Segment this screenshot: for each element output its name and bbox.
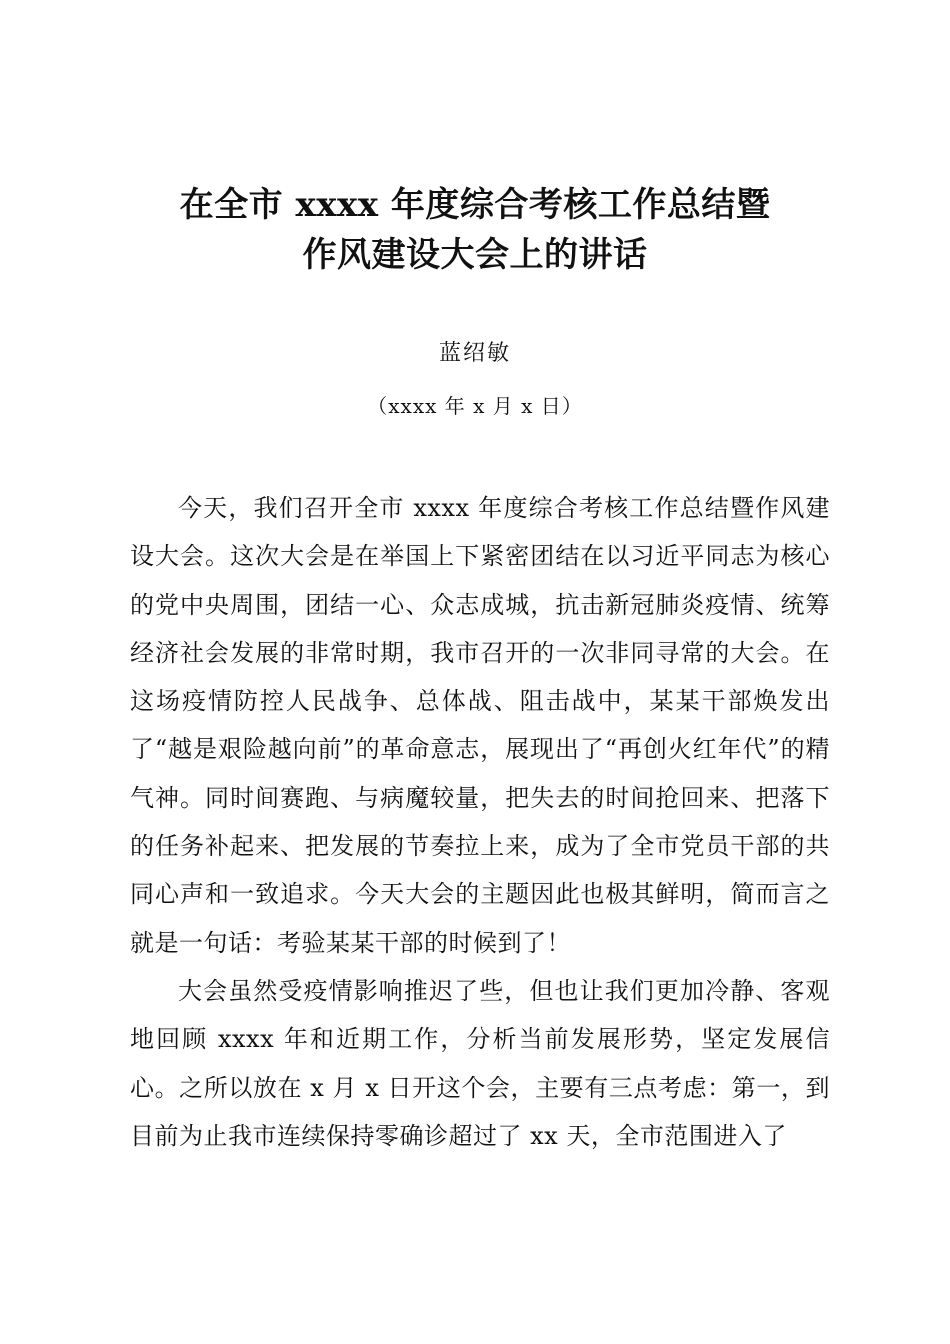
speech-date: （xxxx 年 x 月 x 日） bbox=[367, 394, 583, 418]
paragraph-1: 今天，我们召开全市 xxxx 年度综合考核工作总结暨作风建设大会。这次大会是在举国上下紧密团结在以习近平同志为核心的党中央周围，团结一心、众志成城，抗击新冠肺炎疫情、统筹经济社会发展的非常时期，我市召开的一次非同寻常的大会。在这场疫情防控人民战争、总体战、阻击战中，某某干部焕发出了“越是艰险越向前”的革命意志，展现出了“再创火红年代”的精气神。同时间赛跑、与病魔较量，把失去的时间抢回来、把落下的任务补起来、把发展的节奏拉上来，成为了全市党员干部的共同心声和一致追求。今天大会的主题因此也极其鲜明，简而言之就是一句话：考验某某干部的时候到了！ bbox=[130, 494, 830, 957]
document-body bbox=[130, 484, 830, 1160]
document-title bbox=[0, 180, 950, 280]
paragraph-2: 大会虽然受疫情影响推迟了些，但也让我们更加冷静、客观地回顾 xxxx 年和近期工作，分析当前发展形势，坚定发展信心。之所以放在 x 月 x 日开这个会，主要有三点考虑：第一，到目前为止我市连续保持零确诊超过了 xx 天，全市范围进入了 bbox=[130, 976, 830, 1150]
author-name: 蓝绍敏 bbox=[438, 341, 511, 366]
title-line-2: 作风建设大会上的讲话 bbox=[302, 235, 648, 275]
title-line-1: 在全市 xxxx 年度综合考核工作总结暨 bbox=[179, 185, 771, 225]
